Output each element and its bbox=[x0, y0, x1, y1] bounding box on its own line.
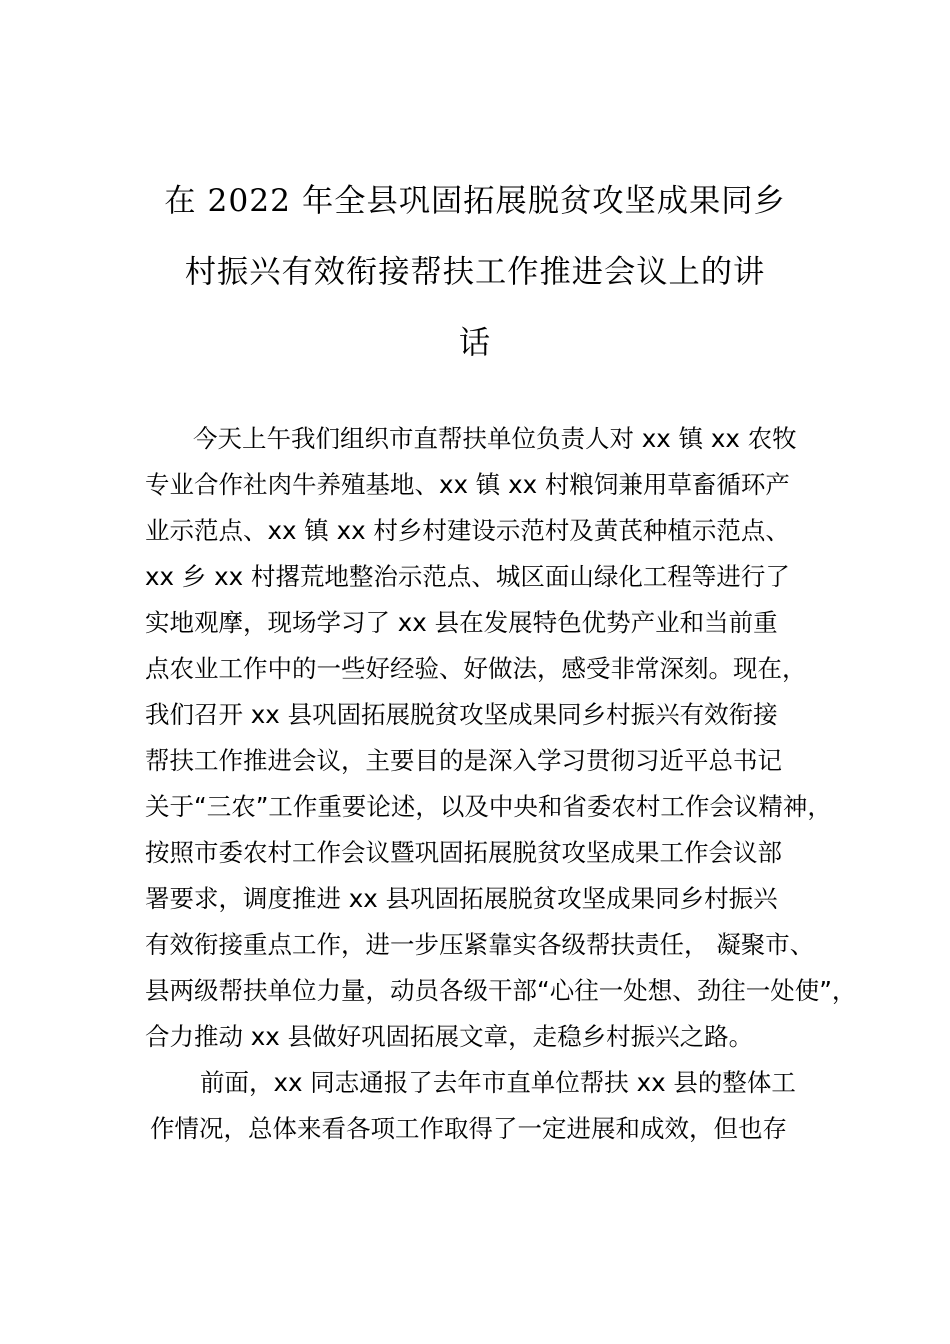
body-line: 县两级帮扶单位力量，动员各级干部“心往一处想、劲往一处使”， bbox=[145, 976, 857, 1005]
body-line: 合力推动 xx 县做好巩固拓展文章，走稳乡村振兴之路。 bbox=[145, 1022, 754, 1051]
body-line: 关于“三农”工作重要论述，以及中央和省委农村工作会议精神， bbox=[145, 792, 832, 821]
document-title bbox=[0, 166, 950, 379]
body-line: xx 乡 xx 村撂荒地整治示范点、城区面山绿化工程等进行了 bbox=[145, 562, 790, 591]
body-line: 点农业工作中的一些好经验、好做法，感受非常深刻。现在， bbox=[145, 654, 807, 683]
body-line: 今天上午我们组织市直帮扶单位负责人对 xx 镇 xx 农牧 bbox=[193, 424, 797, 453]
body-line: 实地观摩，现场学习了 xx 县在发展特色优势产业和当前重 bbox=[145, 608, 778, 637]
title-line: 在 2022 年全县巩固拓展脱贫攻坚成果同乡 bbox=[164, 183, 786, 219]
body-line: 我们召开 xx 县巩固拓展脱贫攻坚成果同乡村振兴有效衔接 bbox=[145, 700, 778, 729]
body-line: 业示范点、xx 镇 xx 村乡村建设示范村及黄芪种植示范点、 bbox=[145, 516, 790, 545]
body-line: 按照市委农村工作会议暨巩固拓展脱贫攻坚成果工作会议部 bbox=[145, 838, 782, 867]
body-line: 专业合作社肉牛养殖基地、xx 镇 xx 村粮饲兼用草畜循环产 bbox=[145, 470, 790, 499]
body-line: 前面，xx 同志通报了去年市直单位帮扶 xx 县的整体工 bbox=[200, 1068, 796, 1097]
body-line: 作情况，总体来看各项工作取得了一定进展和成效，但也存 bbox=[150, 1114, 787, 1143]
body-line: 帮扶工作推进会议，主要目的是深入学习贯彻习近平总书记 bbox=[145, 746, 782, 775]
body-line: 有效衔接重点工作，进一步压紧靠实各级帮扶责任， 凝聚市、 bbox=[145, 930, 815, 959]
title-line: 话 bbox=[458, 325, 492, 361]
body-line: 署要求，调度推进 xx 县巩固拓展脱贫攻坚成果同乡村振兴 bbox=[145, 884, 778, 913]
title-line: 村振兴有效衔接帮扶工作推进会议上的讲 bbox=[184, 254, 766, 290]
